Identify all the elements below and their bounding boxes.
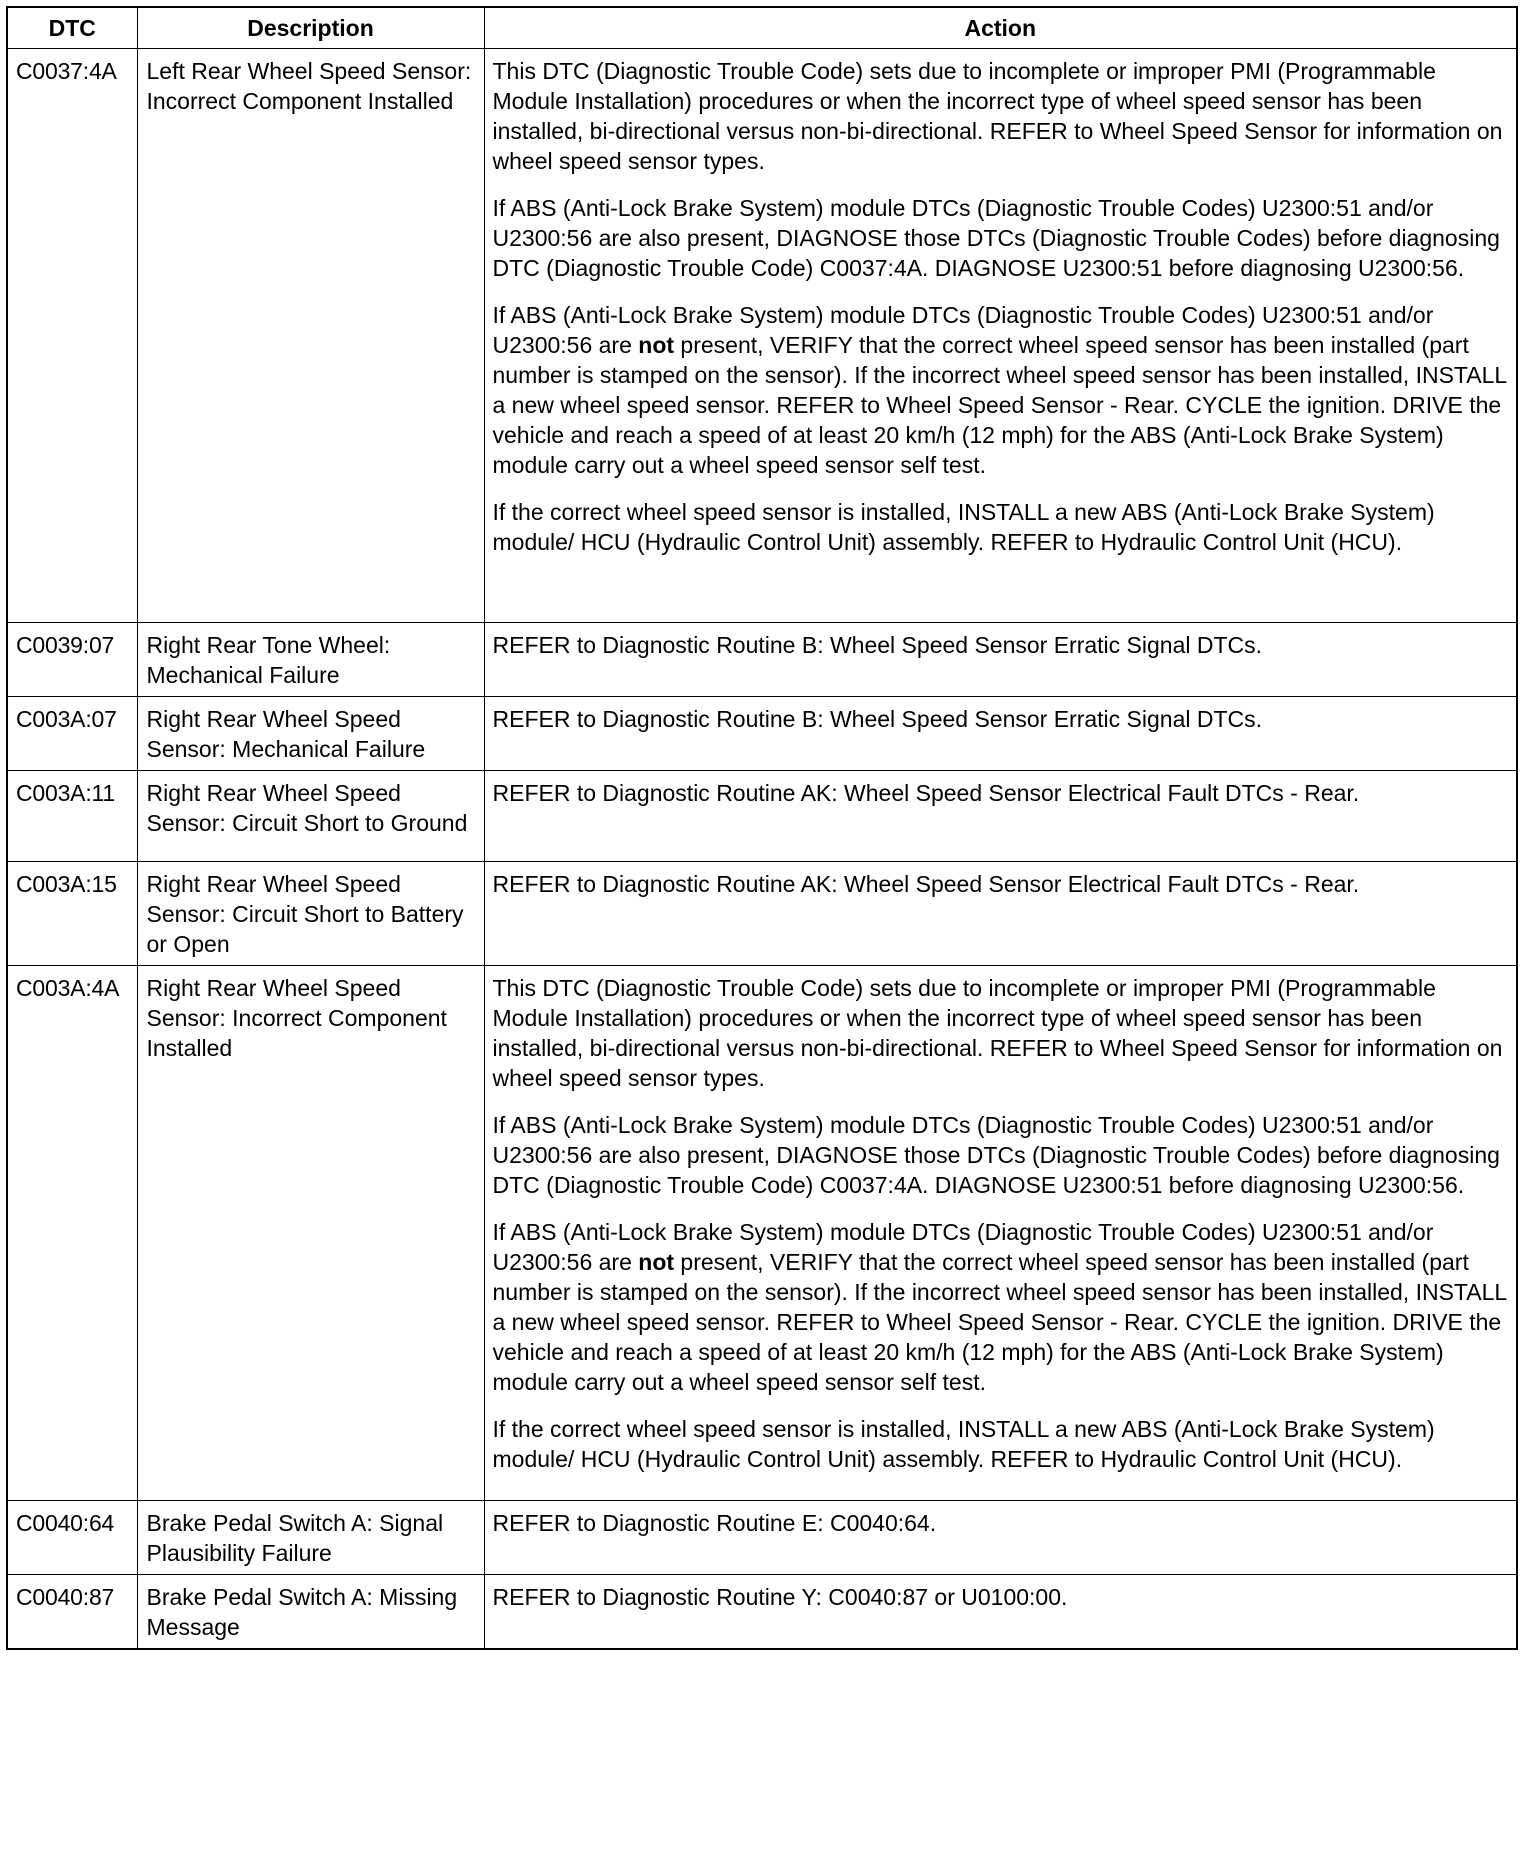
dtc-action <box>484 49 1517 623</box>
dtc-code: C0039:07 <box>7 623 137 697</box>
header-action: Action <box>484 7 1517 49</box>
action-text: If ABS (Anti-Lock Brake System) module DTCs (Diagnostic Trouble Codes) U2300:51 and/or U2300:56 are <box>492 302 1434 358</box>
dtc-table-container <box>6 6 1518 1650</box>
table-row <box>7 623 1517 697</box>
dtc-action <box>484 697 1517 771</box>
action-paragraph: If the correct wheel speed sensor is installed, INSTALL a new ABS (Anti-Lock Brake System) module/ HCU (Hydraulic Control Unit) assembly. REFER to Hydraulic Control Unit (HCU). <box>492 1416 1435 1472</box>
header-description: Description <box>137 7 484 49</box>
action-paragraph: REFER to Diagnostic Routine B: Wheel Speed Sensor Erratic Signal DTCs. <box>492 632 1263 658</box>
table-row <box>7 697 1517 771</box>
action-paragraph: REFER to Diagnostic Routine AK: Wheel Speed Sensor Electrical Fault DTCs - Rear. <box>492 780 1360 806</box>
action-text: present, VERIFY that the correct wheel speed sensor has been installed (part number is stamped on the sensor). If the incorrect wheel speed sensor has been installed, INSTALL a new wheel speed sensor. REFER to Wheel Speed Sensor - Rear. CYCLE the ignition. DRIVE the vehicle and reach a speed of at least 20 km/h (12 mph) for the ABS (Anti-Lock Brake System) module carry out a wheel speed sensor self test. <box>492 1249 1507 1395</box>
dtc-action <box>484 771 1517 862</box>
dtc-description: Right Rear Wheel Speed Sensor: Circuit Short to Ground <box>137 771 484 862</box>
action-text: present, VERIFY that the correct wheel speed sensor has been installed (part number is stamped on the sensor). If the incorrect wheel speed sensor has been installed, INSTALL a new wheel speed sensor. REFER to Wheel Speed Sensor - Rear. CYCLE the ignition. DRIVE the vehicle and reach a speed of at least 20 km/h (12 mph) for the ABS (Anti-Lock Brake System) module carry out a wheel speed sensor self test. <box>492 332 1507 478</box>
action-paragraph: If the correct wheel speed sensor is installed, INSTALL a new ABS (Anti-Lock Brake System) module/ HCU (Hydraulic Control Unit) assembly. REFER to Hydraulic Control Unit (HCU). <box>492 499 1435 555</box>
dtc-table <box>6 6 1518 1650</box>
dtc-code: C003A:07 <box>7 697 137 771</box>
header-row <box>7 7 1517 49</box>
dtc-description: Left Rear Wheel Speed Sensor: Incorrect Component Installed <box>137 49 484 623</box>
dtc-code: C0040:64 <box>7 1501 137 1575</box>
dtc-action <box>484 623 1517 697</box>
dtc-code: C0037:4A <box>7 49 137 623</box>
dtc-code: C003A:15 <box>7 862 137 966</box>
action-paragraph: REFER to Diagnostic Routine AK: Wheel Speed Sensor Electrical Fault DTCs - Rear. <box>492 871 1360 897</box>
dtc-description: Brake Pedal Switch A: Signal Plausibility Failure <box>137 1501 484 1575</box>
action-paragraph: REFER to Diagnostic Routine E: C0040:64. <box>492 1510 937 1536</box>
action-text: If ABS (Anti-Lock Brake System) module DTCs (Diagnostic Trouble Codes) U2300:51 and/or U2300:56 are <box>492 1219 1434 1275</box>
action-paragraph <box>493 300 1510 480</box>
action-paragraph <box>493 1217 1510 1397</box>
table-row <box>7 862 1517 966</box>
dtc-description: Right Rear Wheel Speed Sensor: Circuit Short to Battery or Open <box>137 862 484 966</box>
dtc-description: Right Rear Wheel Speed Sensor: Mechanical Failure <box>137 697 484 771</box>
dtc-code: C003A:11 <box>7 771 137 862</box>
dtc-description: Right Rear Wheel Speed Sensor: Incorrect Component Installed <box>137 966 484 1501</box>
table-row <box>7 771 1517 862</box>
dtc-action <box>484 1575 1517 1650</box>
dtc-description: Right Rear Tone Wheel: Mechanical Failure <box>137 623 484 697</box>
action-emphasis: not <box>638 332 675 358</box>
action-paragraph: If ABS (Anti-Lock Brake System) module DTCs (Diagnostic Trouble Codes) U2300:51 and/or U2300:56 are also present, DIAGNOSE those DTCs (Diagnostic Trouble Codes) before diagnosing DTC (Diagnostic Trouble Code) C0037:4A. DIAGNOSE U2300:51 before diagnosing U2300:56. <box>492 195 1500 281</box>
dtc-code: C0040:87 <box>7 1575 137 1650</box>
dtc-action <box>484 966 1517 1501</box>
action-paragraph: If ABS (Anti-Lock Brake System) module DTCs (Diagnostic Trouble Codes) U2300:51 and/or U2300:56 are also present, DIAGNOSE those DTCs (Diagnostic Trouble Codes) before diagnosing DTC (Diagnostic Trouble Code) C0037:4A. DIAGNOSE U2300:51 before diagnosing U2300:56. <box>492 1112 1500 1198</box>
table-row <box>7 1501 1517 1575</box>
table-row <box>7 966 1517 1501</box>
table-row <box>7 1575 1517 1650</box>
dtc-action <box>484 1501 1517 1575</box>
action-paragraph: This DTC (Diagnostic Trouble Code) sets due to incomplete or improper PMI (Programmable Module Installation) procedures or when the incorrect type of wheel speed sensor has been installed, bi-directional versus non-bi-directional. REFER to Wheel Speed Sensor for information on wheel speed sensor types. <box>492 975 1503 1091</box>
dtc-code: C003A:4A <box>7 966 137 1501</box>
dtc-action <box>484 862 1517 966</box>
table-row <box>7 49 1517 623</box>
action-paragraph: REFER to Diagnostic Routine B: Wheel Speed Sensor Erratic Signal DTCs. <box>492 706 1263 732</box>
dtc-description: Brake Pedal Switch A: Missing Message <box>137 1575 484 1650</box>
action-paragraph: REFER to Diagnostic Routine Y: C0040:87 or U0100:00. <box>492 1584 1068 1610</box>
action-emphasis: not <box>638 1249 675 1275</box>
header-dtc: DTC <box>7 7 137 49</box>
action-paragraph: This DTC (Diagnostic Trouble Code) sets due to incomplete or improper PMI (Programmable Module Installation) procedures or when the incorrect type of wheel speed sensor has been installed, bi-directional versus non-bi-directional. REFER to Wheel Speed Sensor for information on wheel speed sensor types. <box>492 58 1503 174</box>
